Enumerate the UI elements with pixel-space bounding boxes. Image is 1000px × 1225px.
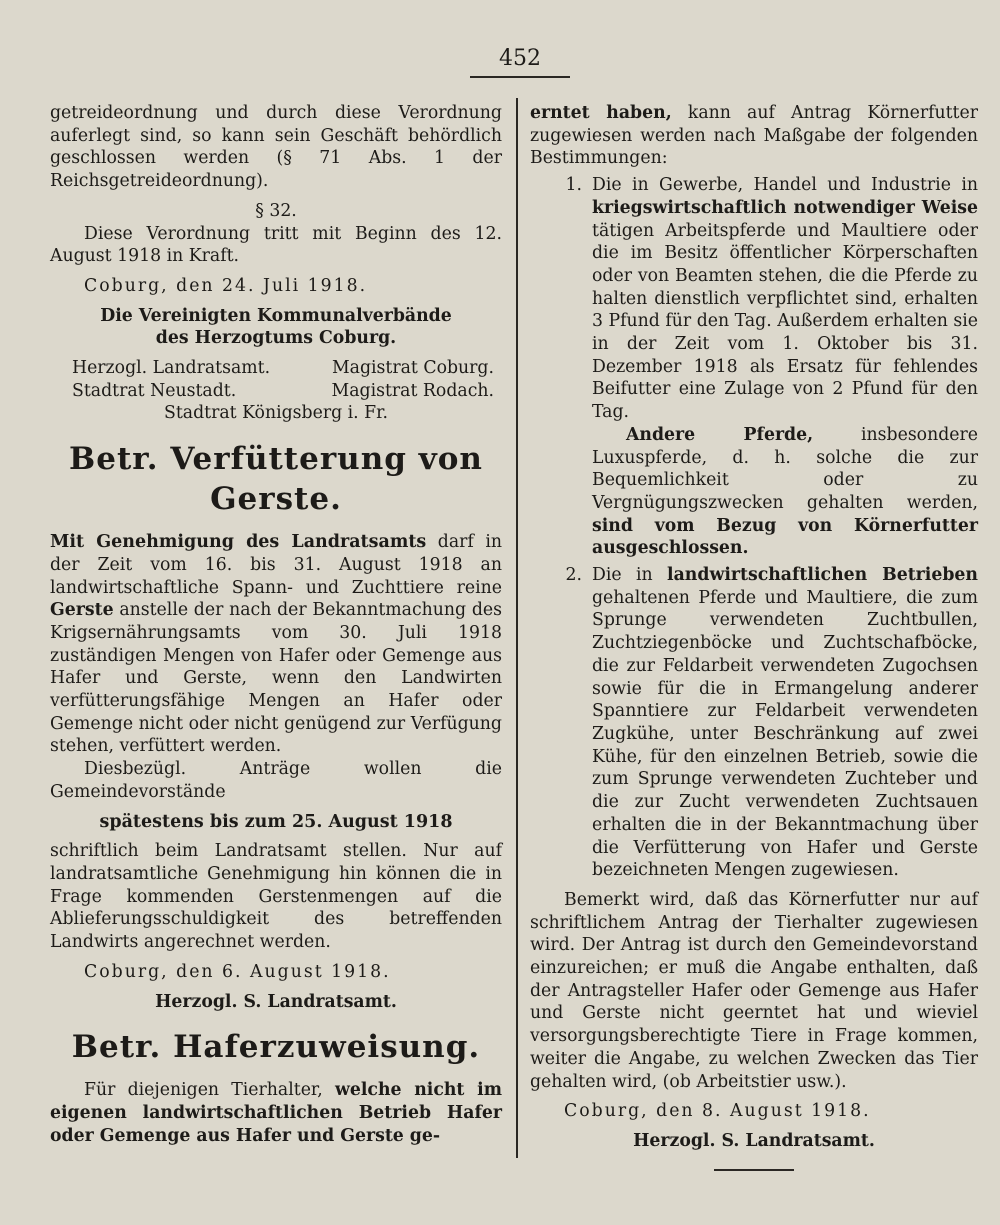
gerste-body-part2: anstelle der nach der Bekanntmachung des Krigsernährungsamts vom 30. Juli 1918 zuständigen Mengen von Hafer oder Gemenge aus Hafer und Gerste, wenn den Landwirten verfütterungsfähige Mengen an Hafer oder Gemenge nicht oder nicht genügend zur Verfügung stehen, verfüttert werden. [50, 600, 502, 757]
hafer-intro-bold: welche nicht im eigenen landwirtschaftlichen Betrieb Hafer oder Gemenge aus Hafer und Gerste ge- [50, 1080, 502, 1146]
item1-bold1: kriegswirtschaftlich notwendiger Weise [592, 197, 978, 218]
list-body-2 [592, 564, 978, 882]
item1-para1 [592, 174, 978, 424]
place-date-3: Coburg, den 8. August 1918. [564, 1101, 871, 1122]
column-divider [516, 98, 518, 1158]
gerste-deadline: spätestens bis zum 25. August 1918 [99, 811, 453, 832]
right-column [530, 102, 978, 1171]
item1-bold2: Andere Pferde, [626, 424, 814, 445]
signature-gerste: Herzogl. S. Landratsamt. [155, 991, 397, 1012]
hafer-intro [50, 1079, 502, 1147]
office-stadtrat-neustadt: Stadtrat Neustadt. [72, 380, 237, 401]
gerste-body-part1: darf in der Zeit vom 16. bis 31. August 1918 an landwirtschaftliche Spann- und Zuchttiere reine [50, 532, 502, 598]
item1-para2 [592, 424, 978, 560]
gerste-para2: Diesbezügl. Anträge wollen die Gemeindevorstände [50, 759, 502, 802]
right-continuation [530, 102, 978, 170]
office-magistrat-rodach: Magistrat Rodach. [331, 380, 494, 401]
hafer-intro-plain: Für diejenigen Tierhalter, [84, 1080, 335, 1101]
office-stadtrat-koenigsberg: Stadtrat Königsberg i. Fr. [164, 403, 388, 424]
place-date-1: Coburg, den 24. Juli 1918. [84, 275, 368, 296]
left-column [50, 102, 502, 1147]
list-item-1 [530, 174, 978, 560]
remark: Bemerkt wird, daß das Körnerfutter nur auf schriftlichem Antrag der Tierhalter zugewiesen wird. Der Antrag ist durch den Gemeindevorstand einzureichen; er muß die Angabe enthalten, daß der Antragsteller Hafer oder Gemenge aus Hafer und Gerste nicht geerntet hat und wieviel versorgungsberechtigte Tiere in Frage kommen, weiter die Angabe, zu welchen Zwecken das Tier gehalten wird, (ob Arbeitstier usw.). [530, 889, 978, 1092]
item2-part2: gehaltenen Pferde und Maultiere, die zum Sprunge verwendeten Zuchtbullen, Zuchtziegenböcke und Zuchtschafböcke, die zur Feldarbeit verwendeten Zugochsen sowie für die in Ermangelung anderer Spanntiere zur Feldarbeit verwendeten Zugkühe, unter Beschränkung auf zwei Kühe, für den einzelnen Betrieb, sowie die zum Sprunge verwendeten Zuchteber und die zur Zucht verwendeten Zuchtsauen erhalten die in der Bekanntmachung über die Verfütterung von Hafer und Gerste bezeichneten Mengen zugewiesen. [592, 587, 978, 881]
place-date-2: Coburg, den 6. August 1918. [84, 961, 391, 982]
gerste-para3: schriftlich beim Landratsamt stellen. Nur auf landratsamtliche Genehmigung hin können die in Frage kommenden Gerstenmengen auf die Ablieferungsschuldigkeit des betreffenden Landwirts angerechnet werden. [50, 841, 502, 953]
item1-part2: tätigen Arbeitspferde und Maultiere oder die im Besitz öffentlicher Körperschaften oder von Beamten stehen, die die Pferde zu halten dienstlich verpflichtet sind, erhalten 3 Pfund für den Tag. Außerdem erhalten sie in der Zeit vom 1. Oktober bis 31. Dezember 1918 als Ersatz für fehlendes Beifutter eine Zulage von 2 Pfund für den Tag. [592, 220, 978, 423]
intro-continuation: getreideordnung und durch diese Verordnung auferlegt sind, so kann sein Geschäft behördlich geschlossen werden (§ 71 Abs. 1 der Reichsgetreideordnung). [50, 103, 502, 192]
office-landratsamt: Herzogl. Landratsamt. [72, 358, 271, 379]
gerste-body [50, 531, 502, 758]
item2-para [592, 564, 978, 882]
office-magistrat-coburg: Magistrat Coburg. [331, 358, 494, 379]
section-32-title: § 32. [255, 200, 297, 221]
item2-part1: Die in [592, 565, 668, 586]
offices-row-1 [50, 357, 502, 380]
item2-bold1: landwirtschaftlichen Betrieben [667, 565, 978, 586]
right-continuation-text: kann auf Antrag Körnerfutter zugewiesen werden nach Maßgabe der folgenden Bestimmungen: [530, 103, 978, 169]
header-rule [470, 76, 570, 78]
item1-part3: insbesondere Luxuspferde, d. h. solche die zur Bequemlichkeit oder zu Vergnügungszwecken gehalten werden, [592, 424, 978, 513]
gerste-body-bold: Gerste [50, 600, 114, 621]
item1-part1: Die in Gewerbe, Handel und Industrie in [592, 175, 978, 196]
signatory-line-1: Die Vereinigten Kommunalverbände [100, 305, 452, 326]
signature-hafer: Herzogl. S. Landratsamt. [633, 1130, 875, 1151]
end-rule [714, 1169, 794, 1171]
heading-hafer: Betr. Haferzuweisung. [71, 1029, 481, 1066]
list-number-2: 2. [565, 565, 582, 586]
gerste-lead-bold: Mit Genehmigung des Landratsamts [50, 532, 427, 553]
heading-gerste: Betr. Verfütterung von Gerste. [69, 441, 483, 518]
list-body-1 [592, 174, 978, 560]
right-continuation-bold: erntet haben, [530, 103, 672, 123]
section-32-text: Diese Verordnung tritt mit Beginn des 12. August 1918 in Kraft. [50, 223, 502, 267]
list-number-1: 1. [565, 175, 582, 196]
item1-bold3: sind vom Bezug von Körnerfutter ausgeschlossen. [592, 515, 978, 559]
page-number: 452 [499, 46, 541, 71]
offices-row-2 [50, 380, 502, 403]
signatory-line-2: des Herzogtums Coburg. [155, 328, 397, 349]
list-item-2 [530, 564, 978, 882]
